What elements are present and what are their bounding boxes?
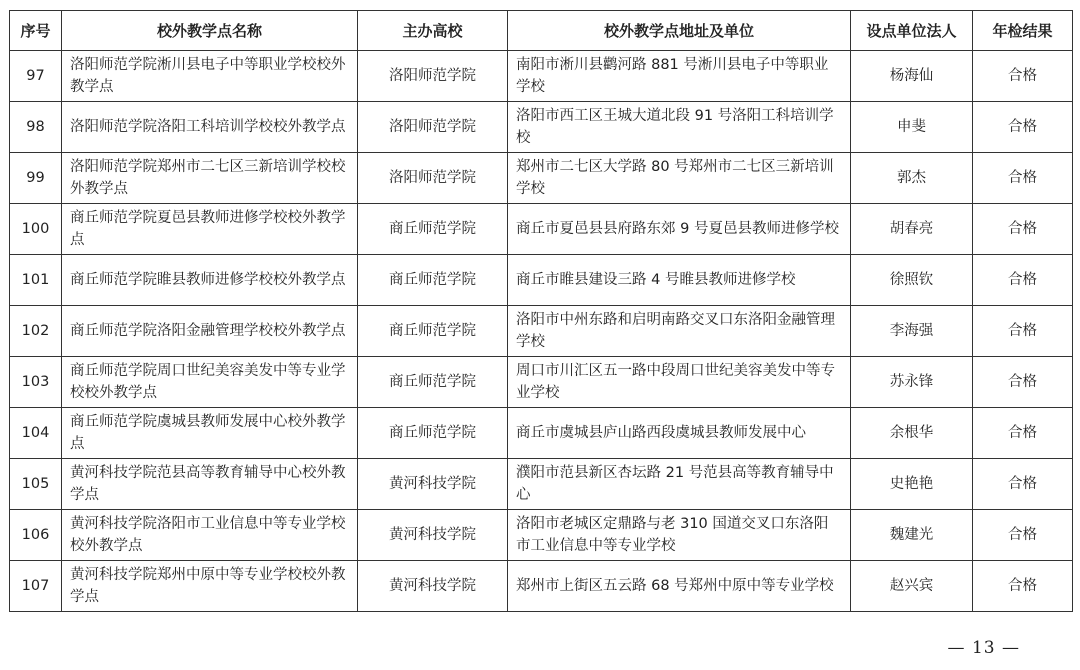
cell-serial: 103 — [10, 357, 62, 408]
cell-site-address: 商丘市虞城县庐山路西段虞城县教师发展中心 — [508, 408, 851, 459]
header-site-address: 校外教学点地址及单位 — [508, 11, 851, 51]
cell-host-university: 商丘师范学院 — [358, 204, 508, 255]
cell-site-name: 黄河科技学院范县高等教育辅导中心校外教学点 — [62, 459, 358, 510]
cell-inspection-result: 合格 — [973, 306, 1073, 357]
cell-host-university: 洛阳师范学院 — [358, 153, 508, 204]
cell-host-university: 商丘师范学院 — [358, 408, 508, 459]
teaching-sites-table — [9, 10, 1073, 612]
cell-site-address: 南阳市淅川县鹳河路 881 号淅川县电子中等职业学校 — [508, 51, 851, 102]
table-row — [10, 561, 1073, 612]
cell-host-university: 商丘师范学院 — [358, 255, 508, 306]
table-row — [10, 255, 1073, 306]
cell-inspection-result: 合格 — [973, 459, 1073, 510]
cell-serial: 105 — [10, 459, 62, 510]
cell-inspection-result: 合格 — [973, 255, 1073, 306]
table-row — [10, 51, 1073, 102]
cell-host-university: 商丘师范学院 — [358, 306, 508, 357]
cell-inspection-result: 合格 — [973, 561, 1073, 612]
header-host-university: 主办高校 — [358, 11, 508, 51]
cell-site-address: 洛阳市老城区定鼎路与老 310 国道交叉口东洛阳市工业信息中等专业学校 — [508, 510, 851, 561]
cell-site-name: 黄河科技学院郑州中原中等专业学校校外教学点 — [62, 561, 358, 612]
cell-site-name: 商丘师范学院夏邑县教师进修学校校外教学点 — [62, 204, 358, 255]
header-site-name: 校外教学点名称 — [62, 11, 358, 51]
cell-site-name: 商丘师范学院虞城县教师发展中心校外教学点 — [62, 408, 358, 459]
cell-inspection-result: 合格 — [973, 510, 1073, 561]
cell-host-university: 洛阳师范学院 — [358, 51, 508, 102]
cell-inspection-result: 合格 — [973, 357, 1073, 408]
cell-legal-rep: 胡春亮 — [851, 204, 973, 255]
cell-host-university: 黄河科技学院 — [358, 561, 508, 612]
cell-serial: 104 — [10, 408, 62, 459]
cell-legal-rep: 徐照钦 — [851, 255, 973, 306]
cell-site-address: 洛阳市中州东路和启明南路交叉口东洛阳金融管理学校 — [508, 306, 851, 357]
cell-serial: 107 — [10, 561, 62, 612]
table-row — [10, 510, 1073, 561]
header-inspection-result: 年检结果 — [973, 11, 1073, 51]
cell-site-name: 洛阳师范学院洛阳工科培训学校校外教学点 — [62, 102, 358, 153]
cell-serial: 102 — [10, 306, 62, 357]
cell-inspection-result: 合格 — [973, 102, 1073, 153]
header-legal-rep: 设点单位法人 — [851, 11, 973, 51]
cell-legal-rep: 杨海仙 — [851, 51, 973, 102]
cell-host-university: 洛阳师范学院 — [358, 102, 508, 153]
table-row — [10, 153, 1073, 204]
cell-site-name: 商丘师范学院睢县教师进修学校校外教学点 — [62, 255, 358, 306]
cell-legal-rep: 苏永锋 — [851, 357, 973, 408]
header-serial: 序号 — [10, 11, 62, 51]
cell-inspection-result: 合格 — [973, 51, 1073, 102]
cell-site-address: 商丘市夏邑县县府路东郊 9 号夏邑县教师进修学校 — [508, 204, 851, 255]
cell-site-address: 洛阳市西工区王城大道北段 91 号洛阳工科培训学校 — [508, 102, 851, 153]
cell-site-name: 商丘师范学院周口世纪美容美发中等专业学校校外教学点 — [62, 357, 358, 408]
cell-serial: 101 — [10, 255, 62, 306]
cell-legal-rep: 赵兴宾 — [851, 561, 973, 612]
cell-site-address: 郑州市二七区大学路 80 号郑州市二七区三新培训学校 — [508, 153, 851, 204]
table-row — [10, 357, 1073, 408]
cell-legal-rep: 郭杰 — [851, 153, 973, 204]
cell-site-address: 郑州市上街区五云路 68 号郑州中原中等专业学校 — [508, 561, 851, 612]
cell-legal-rep: 史艳艳 — [851, 459, 973, 510]
cell-legal-rep: 余根华 — [851, 408, 973, 459]
cell-legal-rep: 魏建光 — [851, 510, 973, 561]
cell-site-name: 黄河科技学院洛阳市工业信息中等专业学校校外教学点 — [62, 510, 358, 561]
cell-site-name: 商丘师范学院洛阳金融管理学校校外教学点 — [62, 306, 358, 357]
cell-inspection-result: 合格 — [973, 153, 1073, 204]
cell-site-name: 洛阳师范学院郑州市二七区三新培训学校校外教学点 — [62, 153, 358, 204]
cell-site-name: 洛阳师范学院淅川县电子中等职业学校校外教学点 — [62, 51, 358, 102]
cell-host-university: 黄河科技学院 — [358, 459, 508, 510]
cell-serial: 97 — [10, 51, 62, 102]
table-row — [10, 306, 1073, 357]
cell-inspection-result: 合格 — [973, 408, 1073, 459]
cell-host-university: 商丘师范学院 — [358, 357, 508, 408]
table-row — [10, 459, 1073, 510]
cell-serial: 106 — [10, 510, 62, 561]
cell-serial: 100 — [10, 204, 62, 255]
table-header-row — [10, 11, 1073, 51]
cell-site-address: 周口市川汇区五一路中段周口世纪美容美发中等专业学校 — [508, 357, 851, 408]
cell-legal-rep: 李海强 — [851, 306, 973, 357]
table-row — [10, 408, 1073, 459]
cell-site-address: 濮阳市范县新区杏坛路 21 号范县高等教育辅导中心 — [508, 459, 851, 510]
page-number: — 13 — — [947, 638, 1020, 658]
cell-inspection-result: 合格 — [973, 204, 1073, 255]
cell-legal-rep: 申斐 — [851, 102, 973, 153]
cell-host-university: 黄河科技学院 — [358, 510, 508, 561]
cell-serial: 99 — [10, 153, 62, 204]
cell-serial: 98 — [10, 102, 62, 153]
table-row — [10, 204, 1073, 255]
cell-site-address: 商丘市睢县建设三路 4 号睢县教师进修学校 — [508, 255, 851, 306]
table-row — [10, 102, 1073, 153]
